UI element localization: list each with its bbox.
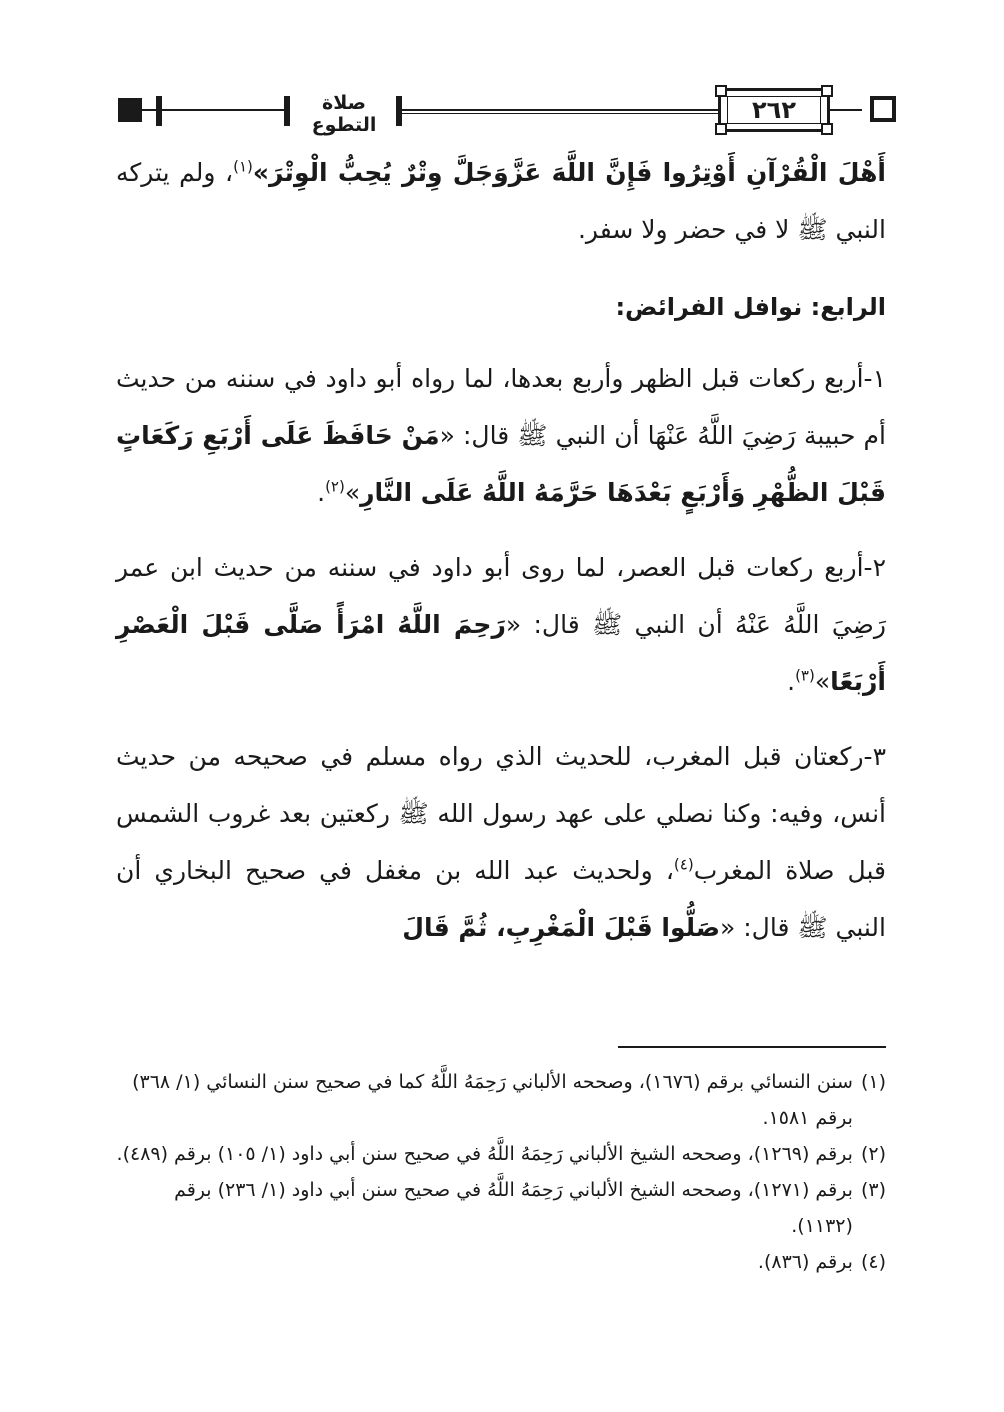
punctuation: . [787, 667, 796, 696]
footnote-separator [618, 1046, 886, 1048]
quote-mark: » [814, 667, 831, 696]
footnote-ref: (١) [233, 157, 253, 176]
footnote-ref: (٤) [673, 855, 694, 874]
footnote [116, 1172, 886, 1244]
header-rule [402, 113, 718, 114]
header-rule [402, 109, 718, 111]
paragraph-text: ، ولم يتركه النبي ﷺ لا في حضر ولا سفر. [116, 158, 886, 244]
hadith-text: صَلُّوا قَبْلَ الْمَغْرِبِ، ثُمَّ قَالَ [402, 913, 721, 942]
ornament-corner [715, 123, 727, 135]
header-bar [156, 96, 162, 126]
quote-mark: » [344, 478, 361, 507]
hadith-text: رَحِمَ اللَّهُ امْرَأً صَلَّى قَبْلَ الْعَصْرِ أَرْبَعًا [116, 610, 886, 696]
header-rule [142, 109, 156, 111]
footnote [116, 1064, 886, 1136]
header-rule [830, 109, 862, 111]
header-bar [284, 96, 290, 126]
page-header [110, 88, 896, 134]
footnote-ref: (٢) [325, 477, 345, 496]
header-ornament-right [870, 96, 896, 122]
paragraph-text: ٣-ركعتان قبل المغرب، للحديث الذي رواه مسلم في صحيحه من حديث أنس، وفيه: وكنا نصلي على عهد رسول الله ﷺ ركعتين بعد غروب الشمس قبل صلاة المغرب [116, 742, 886, 885]
paragraph-text: ، ولحديث عبد الله بن مغفل في صحيح البخاري أن النبي ﷺ قال: « [116, 856, 886, 942]
footnote [116, 1136, 886, 1172]
footnote-text: برقم (١٢٦٩)، وصححه الشيخ الألباني رَحِمَهُ اللَّهُ في صحيح سنن أبي داود (١/ ١٠٥) برقم (٤٨٩). [116, 1143, 853, 1165]
intro-paragraph [116, 144, 886, 258]
paragraph-text: ٢-أربع ركعات قبل العصر، لما روى أبو داود في سننه من حديث ابن عمر رَضِيَ اللَّهُ عَنْهُ أن النبي ﷺ قال: « [116, 553, 886, 639]
page-number-box [718, 88, 830, 132]
header-ornament-left [118, 98, 142, 122]
paragraph-text: ١-أربع ركعات قبل الظهر وأربع بعدها، لما رواه أبو داود في سننه من حديث أم حبيبة رَضِيَ اللَّهُ عَنْهَا أن النبي ﷺ قال: « [116, 364, 886, 450]
chapter-title: صلاة التطوع [311, 92, 377, 136]
footnote-text: برقم (٨٣٦). [757, 1251, 853, 1273]
footnote [116, 1244, 886, 1280]
footnote-text: برقم (١٢٧١)، وصححه الشيخ الألباني رَحِمَهُ اللَّهُ في صحيح سنن أبي داود (١/ ٢٣٦) برقم (١١٣٢). [174, 1179, 853, 1237]
footnote-ref: (٣) [795, 666, 815, 685]
header-bar [396, 96, 402, 126]
page-body [116, 144, 886, 956]
list-item [116, 728, 886, 956]
ornament-corner [821, 123, 833, 135]
hadith-text: مَنْ حَافَظَ عَلَى أَرْبَعِ رَكَعَاتٍ قَبْلَ الظُّهْرِ وَأَرْبَعٍ بَعْدَهَا حَرَّمَهُ اللَّهُ عَلَى النَّارِ [116, 421, 886, 507]
footnote-text: سنن النسائي برقم (١٦٧٦)، وصححه الألباني رَحِمَهُ اللَّهُ كما في صحيح سنن النسائي (١/ ٣٦٨) برقم ١٥٨١. [132, 1071, 853, 1129]
section-heading: الرابع: نوافل الفرائض: [615, 293, 886, 321]
punctuation: . [317, 478, 326, 507]
list-item [116, 539, 886, 710]
footnote-number: (٢) [860, 1143, 886, 1165]
footnotes [116, 1064, 886, 1280]
page-number: ٢٦٢ [752, 96, 796, 124]
hadith-text: أَهْلَ الْقُرْآنِ أَوْتِرُوا فَإِنَّ اللَّهَ عَزَّوَجَلَّ وِتْرٌ يُحِبُّ الْوِتْرَ» [252, 158, 886, 187]
header-rule [162, 109, 284, 111]
list-item [116, 350, 886, 521]
footnote-number: (١) [860, 1071, 886, 1093]
footnote-number: (٣) [860, 1179, 886, 1201]
footnote-number: (٤) [860, 1251, 886, 1273]
